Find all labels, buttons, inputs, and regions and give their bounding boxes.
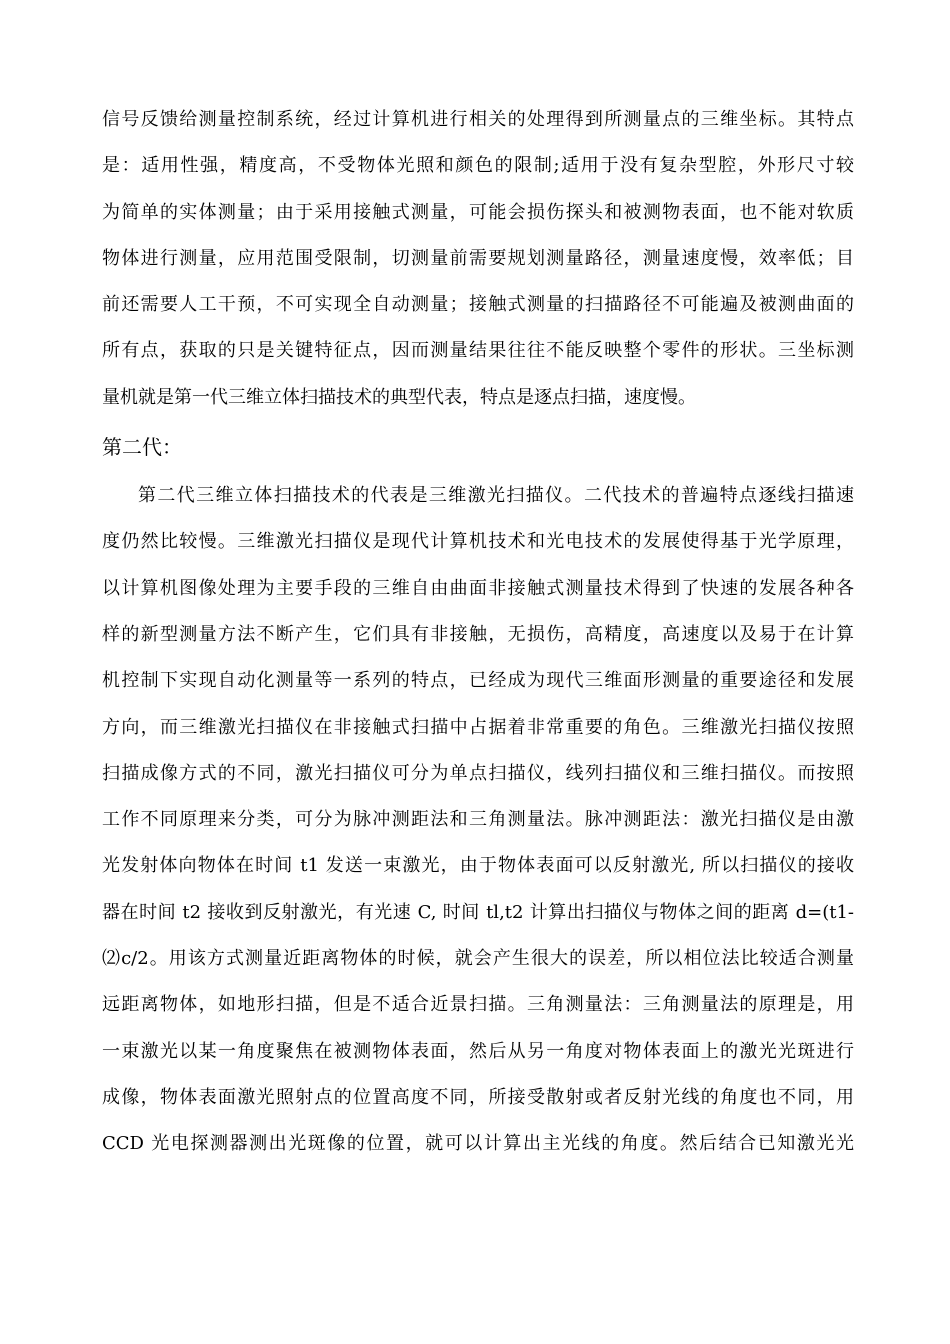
text-line: 样的新型测量方法不断产生，它们具有非接触，无损伤，高精度，高速度以及易于在计算: [102, 623, 854, 645]
text-line: 以计算机图像处理为主要手段的三维自由曲面非接触式测量技术得到了快速的发展各种各: [102, 577, 854, 599]
text-line: 光发射体向物体在时间 t1 发送一束激光，由于物体表面可以反射激光, 所以扫描仪的接收: [102, 855, 854, 877]
paragraph-second-generation: [102, 473, 854, 1167]
text-line: 物体进行测量，应用范围受限制，切测量前需要规划测量路径，测量速度慢，效率低；目: [102, 247, 854, 269]
text-line: 量机就是第一代三维立体扫描技术的典型代表，特点是逐点扫描，速度慢。: [102, 386, 696, 408]
text-line: CCD 光电探测器测出光斑像的位置，就可以计算出主光线的角度。然后结合已知激光光: [102, 1133, 854, 1155]
text-line: 一束激光以某一角度聚焦在被测物体表面，然后从另一角度对物体表面上的激光光斑进行: [102, 1040, 854, 1062]
section-heading: 第二代：: [102, 435, 182, 460]
text-line: ⑵c/2。用该方式测量近距离物体的时候，就会产生很大的误差，所以相位法比较适合测量: [102, 948, 854, 970]
text-line: 所有点，获取的只是关键特征点，因而测量结果往往不能反映整个零件的形状。三坐标测: [102, 340, 854, 362]
text-line: 机控制下实现自动化测量等一系列的特点，已经成为现代三维面形测量的重要途径和发展: [102, 670, 854, 692]
text-line: 是：适用性强，精度高，不受物体光照和颜色的限制;适用于没有复杂型腔，外形尺寸较: [102, 155, 854, 177]
document-page: [102, 97, 854, 1168]
paragraph-first-generation: [102, 97, 854, 421]
text-line: 方向，而三维激光扫描仪在非接触式扫描中占据着非常重要的角色。三维激光扫描仪按照: [102, 716, 854, 738]
text-line: 前还需要人工干预，不可实现全自动测量；接触式测量的扫描路径不可能遍及被测曲面的: [102, 294, 854, 316]
text-line: 第二代三维立体扫描技术的代表是三维激光扫描仪。二代技术的普遍特点逐线扫描速: [138, 485, 854, 507]
text-line: 信号反馈给测量控制系统，经过计算机进行相关的处理得到所测量点的三维坐标。其特点: [102, 109, 854, 130]
text-line: 器在时间 t2 接收到反射激光，有光速 C, 时间 tl,t2 计算出扫描仪与物体之间的距离 d=(t1-: [102, 901, 854, 923]
text-line: 度仍然比较慢。三维激光扫描仪是现代计算机技术和光电技术的发展使得基于光学原理，: [102, 531, 854, 553]
text-line: 为简单的实体测量；由于采用接触式测量，可能会损伤探头和被测物表面，也不能对软质: [102, 201, 854, 223]
text-line: 工作不同原理来分类，可分为脉冲测距法和三角测量法。脉冲测距法：激光扫描仪是由激: [102, 809, 854, 831]
text-line: 扫描成像方式的不同，激光扫描仪可分为单点扫描仪，线列扫描仪和三维扫描仪。而按照: [102, 762, 854, 784]
text-line: 成像，物体表面激光照射点的位置高度不同，所接受散射或者反射光线的角度也不同，用: [102, 1086, 854, 1108]
text-line: 远距离物体，如地形扫描，但是不适合近景扫描。三角测量法：三角测量法的原理是，用: [102, 994, 854, 1016]
